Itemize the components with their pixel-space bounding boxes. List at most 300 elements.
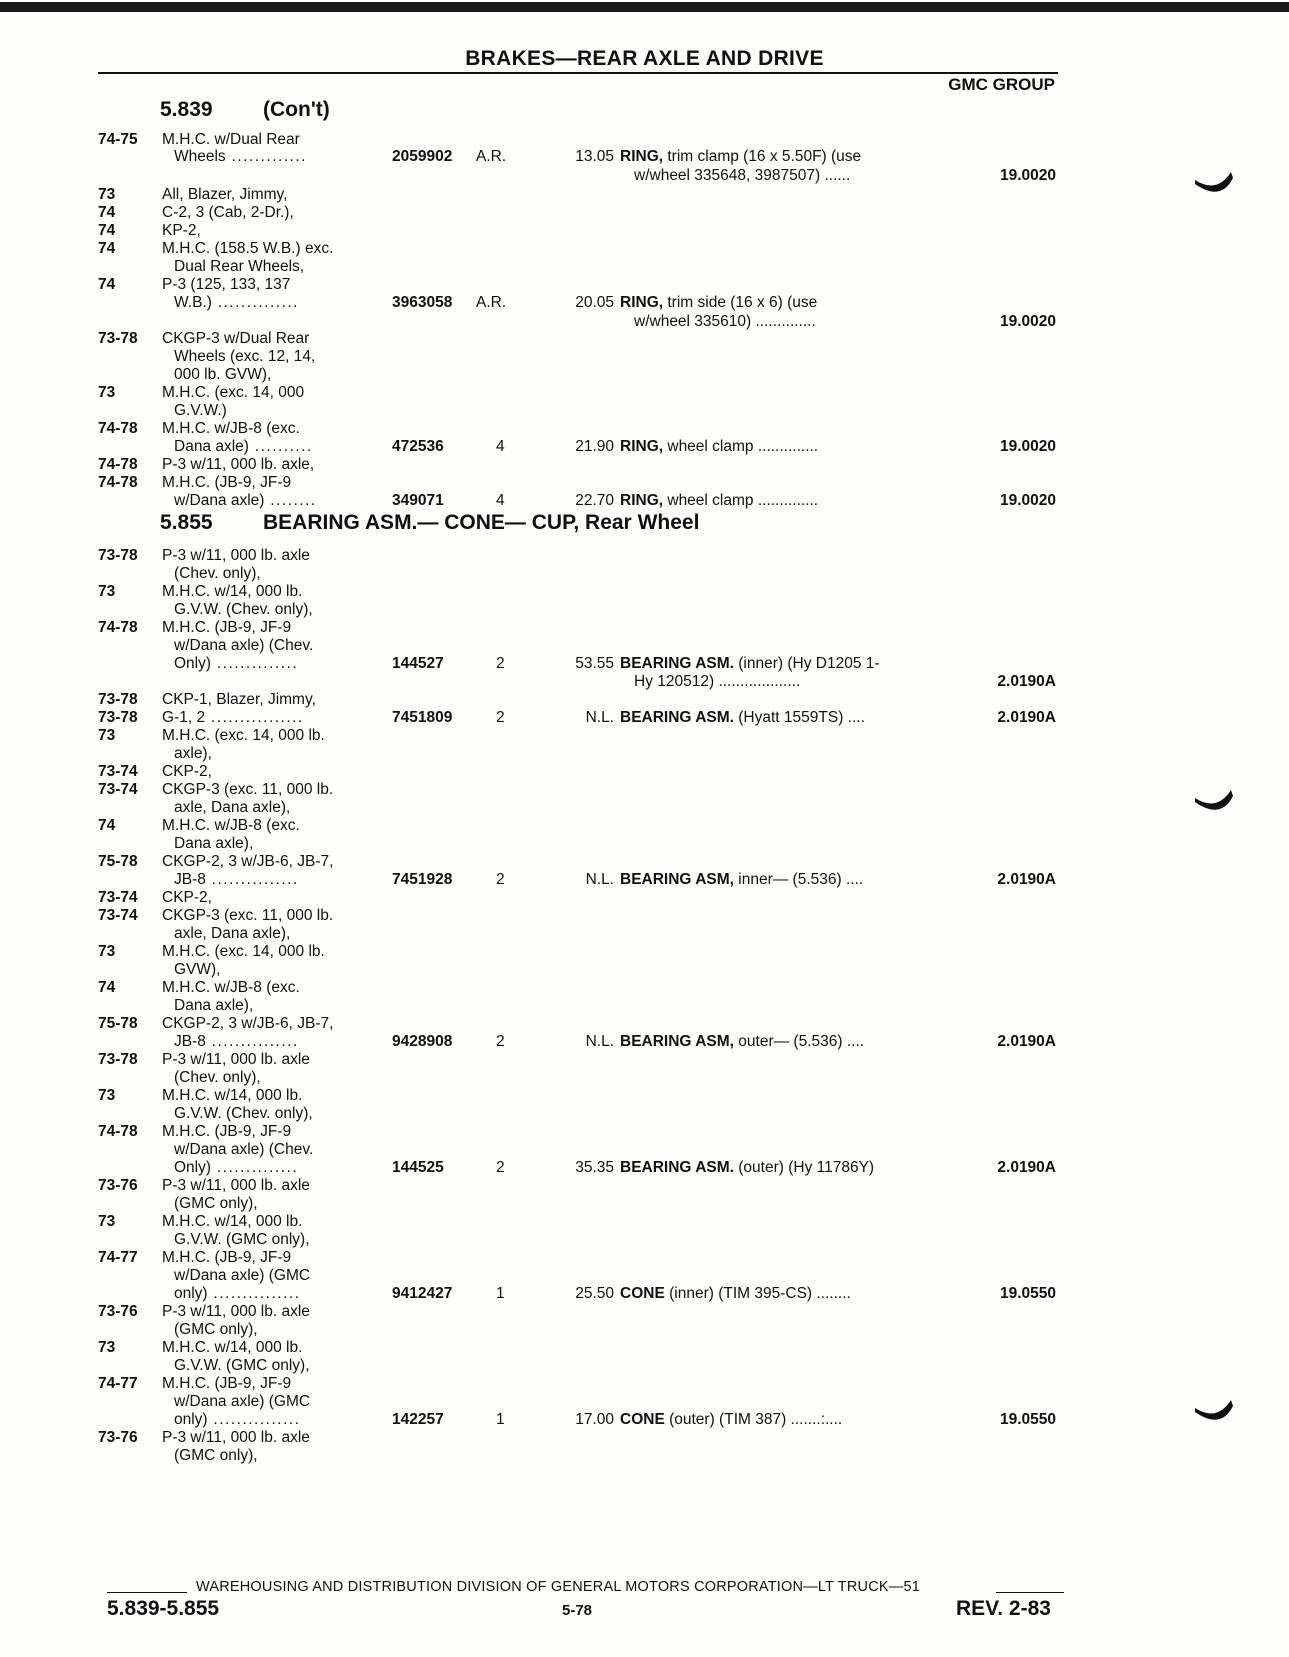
parts-row <box>0 1249 1289 1267</box>
application-label: Only) <box>174 1159 212 1176</box>
application-text <box>162 691 316 709</box>
application-label: M.H.C. (158.5 W.B.) exc. <box>162 240 334 257</box>
application-label: M.H.C. w/14, 000 lb. <box>162 1087 303 1104</box>
parts-row <box>0 961 1289 979</box>
application-label: Dual Rear Wheels, <box>174 258 305 275</box>
model-year: 73-74 <box>98 889 138 906</box>
model-year: 74 <box>98 222 116 239</box>
application-label: axle, Dana axle), <box>174 925 291 942</box>
application-label: GVW), <box>174 961 221 978</box>
parts-row <box>0 1285 1289 1303</box>
part-name: BEARING ASM. <box>620 1159 734 1176</box>
application-text <box>162 222 201 240</box>
dot-leader: ............. <box>225 148 307 165</box>
gmc-group-number: 19.0550 <box>999 1411 1056 1428</box>
application-label: M.H.C. (JB-9, JF-9 <box>162 1249 292 1266</box>
parts-row <box>0 925 1289 943</box>
model-year: 74 <box>98 240 116 257</box>
model-year: 73-78 <box>98 330 138 347</box>
part-description <box>620 709 865 727</box>
parts-row <box>0 1033 1289 1051</box>
application-text <box>162 547 310 565</box>
parts-row <box>0 1447 1289 1465</box>
parts-row <box>0 1411 1289 1429</box>
model-year: 74-78 <box>98 1123 138 1140</box>
application-text <box>174 961 221 979</box>
description-detail: (outer) (TIM 387) .......:.... <box>664 1411 843 1428</box>
parts-row <box>0 817 1289 835</box>
application-text <box>162 619 291 637</box>
gmc-group-number: 19.0020 <box>999 313 1056 330</box>
quantity: 2 <box>496 1033 505 1050</box>
application-label: M.H.C. (JB-9, JF-9 <box>162 1123 292 1140</box>
parts-row <box>0 1123 1289 1141</box>
part-number: 142257 <box>392 1411 444 1428</box>
model-year: 74-78 <box>98 619 138 636</box>
application-text <box>174 655 298 673</box>
application-label: G.V.W.) <box>174 402 227 419</box>
section-number: 5.839 <box>160 98 213 121</box>
parts-row <box>0 1087 1289 1105</box>
model-year: 73-74 <box>98 763 138 780</box>
part-number: 3963058 <box>392 294 453 311</box>
parts-row <box>0 1393 1289 1411</box>
application-label: CKP-1, Blazer, Jimmy, <box>162 691 316 708</box>
part-description <box>620 1285 851 1303</box>
quantity: 4 <box>496 438 505 455</box>
application-text <box>162 763 212 781</box>
application-text <box>174 565 261 583</box>
description-detail: w/wheel 335610) .............. <box>634 313 816 330</box>
model-year: 74-77 <box>98 1249 138 1266</box>
application-label: Dana axle), <box>174 997 254 1014</box>
list-price: N.L. <box>585 871 614 888</box>
parts-row <box>0 853 1289 871</box>
application-text <box>174 1069 261 1087</box>
model-year: 73 <box>98 727 116 744</box>
parts-row <box>0 402 1289 420</box>
part-description <box>620 148 861 166</box>
list-price: N.L. <box>585 709 614 726</box>
application-text <box>174 637 313 655</box>
application-label: G.V.W. (Chev. only), <box>174 601 313 618</box>
quantity: 2 <box>496 655 505 672</box>
parts-row <box>0 1429 1289 1447</box>
part-name: BEARING ASM. <box>620 655 734 672</box>
parts-row <box>0 131 1289 149</box>
application-text <box>174 1447 258 1465</box>
quantity: 1 <box>496 1411 505 1428</box>
application-label: (GMC only), <box>174 1447 258 1464</box>
model-year: 74-75 <box>98 131 138 148</box>
parts-row <box>0 294 1289 312</box>
application-label: KP-2, <box>162 222 201 239</box>
application-text <box>174 799 290 817</box>
part-description <box>620 1411 842 1429</box>
application-text <box>174 997 253 1015</box>
parts-row <box>0 1213 1289 1231</box>
dot-leader: .............. <box>211 1159 299 1176</box>
part-name: RING, <box>620 294 664 311</box>
application-label: Wheels <box>174 148 226 165</box>
model-year: 73 <box>98 186 116 203</box>
parts-row <box>0 1177 1289 1195</box>
parts-row <box>0 276 1289 294</box>
application-label: Dana axle) <box>174 438 249 455</box>
quantity: 2 <box>496 1159 505 1176</box>
parts-row <box>0 763 1289 781</box>
application-text <box>162 1429 310 1447</box>
application-label: M.H.C. w/14, 000 lb. <box>162 1213 303 1230</box>
parts-row <box>0 745 1289 763</box>
application-label: JB-8 <box>174 871 206 888</box>
application-text <box>174 1267 310 1285</box>
application-label: axle, Dana axle), <box>174 799 291 816</box>
model-year: 73-76 <box>98 1177 138 1194</box>
application-label: Only) <box>174 655 212 672</box>
application-label: CKP-2, <box>162 763 212 780</box>
application-text <box>174 402 227 420</box>
application-text <box>162 907 333 925</box>
part-number: 2059902 <box>392 148 453 165</box>
section-title: (Con't) <box>263 98 330 121</box>
application-text <box>162 727 325 745</box>
dot-leader: ........ <box>264 492 317 509</box>
part-description <box>620 1159 874 1177</box>
description-detail: inner— (5.536) .... <box>733 871 864 888</box>
application-label: G.V.W. (Chev. only), <box>174 1105 313 1122</box>
parts-row <box>0 186 1289 204</box>
application-text <box>174 1411 301 1429</box>
footer-date: 5-78 <box>562 1602 593 1619</box>
binding-hole-mark <box>1195 790 1233 816</box>
application-text <box>162 1123 291 1141</box>
dot-leader: ............... <box>205 871 299 888</box>
quantity: A.R. <box>476 148 507 165</box>
dot-leader: .............. <box>211 294 299 311</box>
parts-row <box>0 167 1289 185</box>
part-description <box>620 871 863 889</box>
application-text <box>162 1213 302 1231</box>
parts-row <box>0 313 1289 331</box>
application-label: CKGP-2, 3 w/JB-6, JB-7, <box>162 1015 334 1032</box>
application-text <box>162 781 333 799</box>
model-year: 73-74 <box>98 907 138 924</box>
application-label: P-3 w/11, 000 lb. axle <box>162 1303 310 1320</box>
part-name: RING, <box>620 438 664 455</box>
description-detail: wheel clamp .............. <box>663 492 819 509</box>
application-text <box>162 240 333 258</box>
application-text <box>162 420 300 438</box>
application-text <box>162 889 212 907</box>
model-year: 73-78 <box>98 547 138 564</box>
model-year: 73 <box>98 384 116 401</box>
application-label: M.H.C. (exc. 14, 000 <box>162 384 305 401</box>
footer-revision: REV. 2-83 <box>956 1597 1051 1620</box>
application-text <box>174 835 253 853</box>
dot-leader: ............... <box>207 1285 301 1302</box>
parts-row <box>0 1267 1289 1285</box>
application-label: P-3 w/11, 000 lb. axle <box>162 1177 310 1194</box>
application-label: (GMC only), <box>174 1321 258 1338</box>
application-text <box>162 204 294 222</box>
application-label: P-3 w/11, 000 lb. axle <box>162 547 310 564</box>
part-number: 349071 <box>392 492 444 509</box>
parts-row <box>0 943 1289 961</box>
application-label: M.H.C. (exc. 14, 000 lb. <box>162 943 325 960</box>
parts-row <box>0 619 1289 637</box>
parts-row <box>0 1069 1289 1087</box>
list-price: 22.70 <box>575 492 614 509</box>
description-detail: (inner) (TIM 395-CS) ........ <box>664 1285 851 1302</box>
application-label: P-3 w/11, 000 lb. axle, <box>162 456 315 473</box>
model-year: 73 <box>98 1087 116 1104</box>
application-label: only) <box>174 1411 208 1428</box>
parts-row <box>0 1105 1289 1123</box>
section-number: 5.855 <box>160 511 213 534</box>
dot-leader: ............... <box>207 1411 301 1428</box>
application-text <box>174 438 313 456</box>
description-detail: Hy 120512) ................... <box>634 673 801 690</box>
parts-row <box>0 204 1289 222</box>
parts-row <box>0 1159 1289 1177</box>
description-detail: (Hyatt 1559TS) .... <box>733 709 865 726</box>
application-label: CKGP-3 (exc. 11, 000 lb. <box>162 781 334 798</box>
quantity: 2 <box>496 871 505 888</box>
application-label: G.V.W. (GMC only), <box>174 1357 310 1374</box>
parts-row <box>0 673 1289 691</box>
part-name: BEARING ASM. <box>620 709 734 726</box>
section-title: BEARING ASM.— CONE— CUP, Rear Wheel <box>263 511 700 534</box>
application-label: M.H.C. w/JB-8 (exc. <box>162 979 300 996</box>
part-number: 472536 <box>392 438 444 455</box>
application-label: M.H.C. (JB-9, JF-9 <box>162 619 292 636</box>
application-text <box>162 1375 291 1393</box>
application-text <box>162 456 314 474</box>
gmc-group-number: 2.0190A <box>997 1159 1056 1176</box>
application-text <box>174 366 271 384</box>
list-price: 53.55 <box>575 655 614 672</box>
application-label: P-3 w/11, 000 lb. axle <box>162 1051 310 1068</box>
application-text <box>162 131 300 149</box>
parts-row <box>0 384 1289 402</box>
footer-publisher: WAREHOUSING AND DISTRIBUTION DIVISION OF GENERAL MOTORS CORPORATION—LT TRUCK—51 <box>196 1579 920 1595</box>
part-name: BEARING ASM, <box>620 871 734 888</box>
parts-row <box>0 1339 1289 1357</box>
part-number: 9412427 <box>392 1285 453 1302</box>
quantity: 4 <box>496 492 505 509</box>
application-text <box>162 1303 310 1321</box>
quantity: 1 <box>496 1285 505 1302</box>
footer-rule-left <box>107 1592 187 1593</box>
part-number: 9428908 <box>392 1033 453 1050</box>
gmc-group-number: 19.0550 <box>999 1285 1056 1302</box>
parts-row <box>0 907 1289 925</box>
parts-row <box>0 474 1289 492</box>
parts-row <box>0 889 1289 907</box>
model-year: 74 <box>98 204 116 221</box>
parts-row <box>0 1015 1289 1033</box>
binding-hole-mark <box>1195 172 1233 198</box>
part-number: 144527 <box>392 655 444 672</box>
model-year: 73-78 <box>98 691 138 708</box>
parts-row <box>0 1357 1289 1375</box>
application-label: M.H.C. w/Dual Rear <box>162 131 300 148</box>
parts-row <box>0 366 1289 384</box>
application-text <box>162 1249 291 1267</box>
application-text <box>174 1195 258 1213</box>
application-label: CKGP-3 w/Dual Rear <box>162 330 310 347</box>
parts-row <box>0 438 1289 456</box>
application-label: only) <box>174 1285 208 1302</box>
description-detail: w/wheel 335648, 3987507) ...... <box>634 167 851 184</box>
application-label: axle), <box>174 745 212 762</box>
application-text <box>162 583 302 601</box>
model-year: 73-76 <box>98 1303 138 1320</box>
application-text <box>174 1033 299 1051</box>
application-text <box>174 1285 301 1303</box>
list-price: N.L. <box>585 1033 614 1050</box>
description-detail: trim side (16 x 6) (use <box>663 294 818 311</box>
parts-row <box>0 979 1289 997</box>
application-text <box>174 745 212 763</box>
application-label: Dana axle), <box>174 835 254 852</box>
description-detail: trim clamp (16 x 5.50F) (use <box>663 148 862 165</box>
part-name: CONE <box>620 1285 665 1302</box>
application-label: JB-8 <box>174 1033 206 1050</box>
application-text <box>174 1141 313 1159</box>
parts-row <box>0 148 1289 166</box>
parts-row <box>0 240 1289 258</box>
quantity: 2 <box>496 709 505 726</box>
dot-leader: .............. <box>211 655 299 672</box>
description-detail: (outer) (Hy 11786Y) <box>733 1159 875 1176</box>
gmc-group-number: 19.0020 <box>999 438 1056 455</box>
application-text <box>174 1105 313 1123</box>
part-description <box>634 673 800 691</box>
application-text <box>174 925 290 943</box>
parts-row <box>0 565 1289 583</box>
gmc-group-number: 19.0020 <box>999 492 1056 509</box>
application-text <box>162 1177 310 1195</box>
application-label: (GMC only), <box>174 1195 258 1212</box>
application-text <box>174 1321 258 1339</box>
model-year: 73 <box>98 943 116 960</box>
application-label: P-3 w/11, 000 lb. axle <box>162 1429 310 1446</box>
parts-row <box>0 601 1289 619</box>
part-name: CONE <box>620 1411 665 1428</box>
application-label: M.H.C. (JB-9, JF-9 <box>162 1375 292 1392</box>
application-label: All, Blazer, Jimmy, <box>162 186 288 203</box>
application-label: CKP-2, <box>162 889 212 906</box>
application-text <box>162 384 304 402</box>
application-text <box>174 258 304 276</box>
application-label: G.V.W. (GMC only), <box>174 1231 310 1248</box>
dot-leader: ................ <box>205 709 304 726</box>
parts-row <box>0 799 1289 817</box>
parts-row <box>0 1375 1289 1393</box>
parts-row <box>0 1051 1289 1069</box>
application-text <box>162 1087 302 1105</box>
application-text <box>174 1393 310 1411</box>
part-description <box>620 655 880 673</box>
application-text <box>162 330 309 348</box>
application-label: M.H.C. (exc. 14, 000 lb. <box>162 727 325 744</box>
application-text <box>162 943 325 961</box>
part-name: BEARING ASM, <box>620 1033 734 1050</box>
model-year: 74-78 <box>98 456 138 473</box>
application-label: 000 lb. GVW), <box>174 366 272 383</box>
application-text <box>162 186 287 204</box>
list-price: 17.00 <box>575 1411 614 1428</box>
application-text <box>162 979 300 997</box>
application-text <box>162 817 300 835</box>
parts-row <box>0 1303 1289 1321</box>
group-column-label: GMC GROUP <box>948 75 1055 94</box>
application-label: M.H.C. (JB-9, JF-9 <box>162 474 292 491</box>
parts-row <box>0 655 1289 673</box>
model-year: 73-74 <box>98 781 138 798</box>
application-label: w/Dana axle) (GMC <box>174 1267 311 1284</box>
dot-leader: ............... <box>205 1033 299 1050</box>
application-text <box>162 1015 333 1033</box>
parts-row <box>0 456 1289 474</box>
model-year: 74 <box>98 817 116 834</box>
list-price: 13.05 <box>575 148 614 165</box>
application-label: w/Dana axle) <box>174 492 265 509</box>
model-year: 73-76 <box>98 1429 138 1446</box>
parts-row <box>0 330 1289 348</box>
footer-section-range: 5.839-5.855 <box>107 1597 220 1620</box>
application-label: Wheels (exc. 12, 14, <box>174 348 316 365</box>
gmc-group-number: 2.0190A <box>997 871 1056 888</box>
parts-row <box>0 222 1289 240</box>
dot-leader: .......... <box>248 438 313 455</box>
model-year: 74 <box>98 979 116 996</box>
model-year: 74-78 <box>98 474 138 491</box>
part-number: 7451928 <box>392 871 453 888</box>
binding-hole-mark <box>1195 1400 1233 1426</box>
gmc-group-number: 2.0190A <box>997 1033 1056 1050</box>
application-text <box>174 1357 310 1375</box>
part-description <box>634 167 850 185</box>
application-label: CKGP-2, 3 w/JB-6, JB-7, <box>162 853 334 870</box>
application-text <box>174 871 299 889</box>
list-price: 25.50 <box>575 1285 614 1302</box>
application-label: w/Dana axle) (Chev. <box>174 1141 314 1158</box>
application-label: M.H.C. w/JB-8 (exc. <box>162 817 300 834</box>
part-number: 144525 <box>392 1159 444 1176</box>
model-year: 74-78 <box>98 420 138 437</box>
part-name: RING, <box>620 492 664 509</box>
application-text <box>162 1339 302 1357</box>
model-year: 73-78 <box>98 1051 138 1068</box>
page-title: BRAKES—REAR AXLE AND DRIVE <box>465 47 824 70</box>
description-detail: wheel clamp .............. <box>663 438 819 455</box>
parts-row <box>0 492 1289 510</box>
application-text <box>162 474 291 492</box>
application-text <box>174 348 315 366</box>
application-label: P-3 (125, 133, 137 <box>162 276 291 293</box>
part-description <box>620 438 818 456</box>
model-year: 73 <box>98 1339 116 1356</box>
application-label: M.H.C. w/14, 000 lb. <box>162 1339 303 1356</box>
application-text <box>174 294 299 312</box>
application-text <box>162 853 333 871</box>
application-label: CKGP-3 (exc. 11, 000 lb. <box>162 907 334 924</box>
parts-row <box>0 637 1289 655</box>
application-text <box>174 1159 298 1177</box>
